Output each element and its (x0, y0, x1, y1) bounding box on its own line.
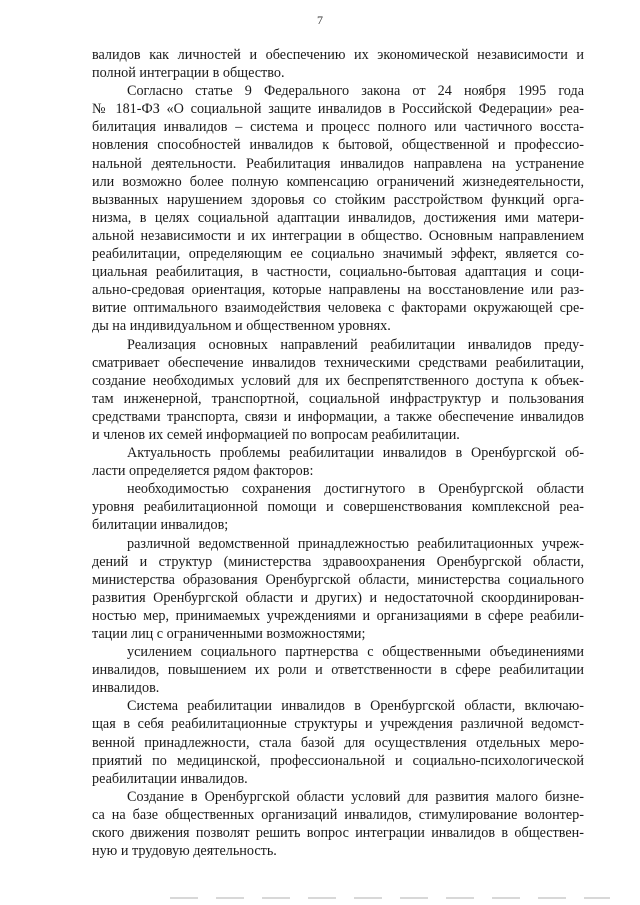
paragraph (92, 336, 584, 445)
text-line: тации лиц с ограниченными возможностями; (92, 626, 366, 642)
text-line: развития Оренбургской области и других) и недостаточной скоординирован- (92, 589, 584, 606)
text-line: ностью мер, принимаемых учреждениями и организациями в сфере реабили- (92, 607, 584, 624)
paragraph (92, 643, 584, 697)
paragraph (92, 480, 584, 534)
text-line: ды на индивидуальном и общественном уровнях. (92, 318, 391, 335)
text-line: № 181-ФЗ «О социальной защите инвалидов в Российской Федерации» реа- (92, 101, 584, 118)
text-line: валидов как личностей и обеспечению их экономической независимости и (92, 47, 584, 63)
paragraph (92, 46, 584, 82)
text-line: уровня реабилитационной помощи и совершенствования комплексной реа- (92, 499, 584, 516)
paragraph (92, 444, 584, 480)
text-line: там инженерной, транспортной, социальной инфраструктур и пользования (92, 390, 584, 407)
text-line: дений и структур (министерства здравоохранения Оренбургской области, (92, 553, 584, 570)
text-line: Актуальность проблемы реабилитации инвалидов в Оренбургской об- (127, 445, 584, 462)
text-line: создание необходимых условий для их беспрепятственного доступа к объек- (92, 372, 584, 389)
paragraph (92, 788, 584, 860)
text-line: билитация инвалидов – система и процесс полного или частичного восста- (92, 119, 584, 136)
paragraph (92, 535, 584, 644)
text-line: Реализация основных направлений реабилитации инвалидов преду- (127, 336, 584, 353)
text-line: вызванных нарушением здоровья со стойким расстройством функций орга- (92, 191, 584, 208)
text-line: витие оптимального взаимодействия человека с факторами окружающей сре- (92, 300, 584, 317)
page-number: 7 (317, 13, 323, 27)
paragraph (92, 82, 584, 335)
text-line: или возможно более полную компенсацию ограничений жизнедеятельности, (92, 173, 584, 190)
text-line: усилением социального партнерства с общественными объединениями (127, 644, 584, 661)
text-line: Создание в Оренбургской области условий для развития малого бизне- (127, 788, 584, 805)
text-line: Согласно статье 9 Федерального закона от 24 ноября 1995 года (127, 83, 584, 100)
text-line: ского движения позволят решить вопрос интеграции инвалидов в обществен- (92, 825, 584, 842)
text-line: щая в себя реабилитационные структуры и учреждения различной ведомст- (92, 716, 584, 733)
text-line: средствами транспорта, связи и информации, а также обеспечение инвалидов (92, 408, 584, 425)
text-line: ласти определяется рядом факторов: (92, 463, 314, 480)
text-line: нальной деятельности. Реабилитация инвалидов направлена на устранение (92, 155, 584, 172)
text-line: са на базе общественных организаций инвалидов, стимулирование волонтер- (92, 806, 584, 823)
text-line: министерства образования Оренбургской области, министерства социального (92, 571, 584, 588)
text-line: ально-средовая ориентация, которые направлены на восстановление или раз- (92, 282, 584, 299)
text-line: билитации инвалидов; (92, 517, 229, 534)
text-line: альной независимости и их интеграции в общество. Основным направлением (92, 227, 584, 244)
text-line: ную и трудовую деятельность. (92, 843, 277, 860)
text-line: необходимостью сохранения достигнутого в Оренбургской области (127, 481, 584, 498)
text-line: полной интеграции в общество. (92, 65, 285, 82)
text-line: сматривает обеспечение инвалидов техническими средствами реабилитации, (92, 354, 584, 371)
paragraph (92, 697, 584, 787)
text-line: реабилитации инвалидов. (92, 770, 248, 787)
text-line: венной принадлежности, стала базой для осуществления отдельных меро- (92, 734, 584, 751)
text-line: инвалидов. (92, 680, 160, 697)
text-line: новления способностей инвалидов к бытовой, общественной и профессио- (92, 137, 584, 154)
text-line: и членов их семей информацией по вопросам реабилитации. (92, 426, 460, 443)
text-line: приятий по медицинской, профессиональной и социально-психологической (92, 752, 584, 769)
text-line: низма, в целях социальной адаптации инвалидов, достижения ими матери- (92, 209, 584, 226)
scan-artifact (170, 897, 610, 899)
body-text (92, 46, 584, 860)
text-line: реабилитации, определяющим ее социально значимый эффект, является со- (92, 246, 584, 263)
text-line: циальная реабилитация, в частности, социально-бытовая адаптация и соци- (92, 264, 584, 281)
text-line: Система реабилитации инвалидов в Оренбургской области, включаю- (127, 698, 584, 715)
text-line: различной ведомственной принадлежностью реабилитационных учреж- (127, 535, 584, 552)
text-line: инвалидов, повышением их роли и ответственности в сфере реабилитации (92, 662, 584, 679)
